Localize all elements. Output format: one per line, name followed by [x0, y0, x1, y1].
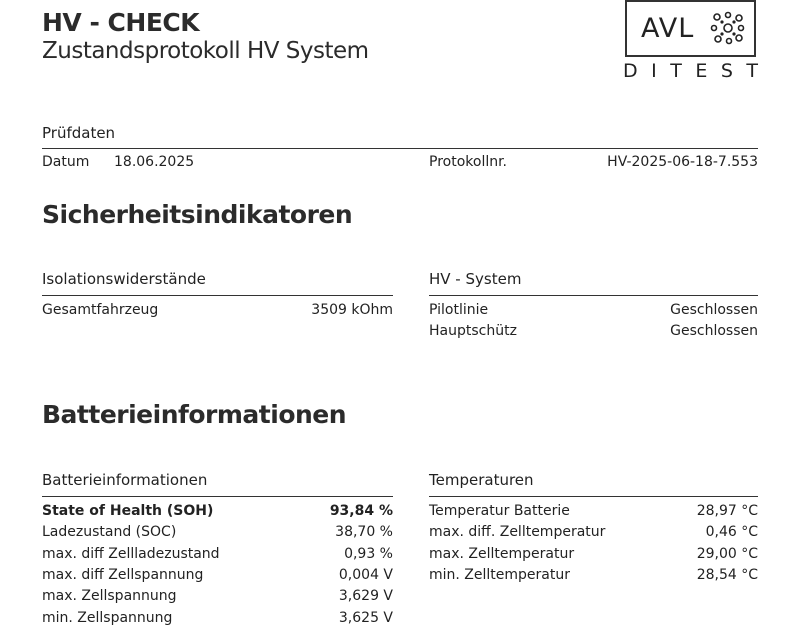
- row-value: Geschlossen: [670, 322, 758, 339]
- document-title: HV - CHECK: [42, 8, 200, 37]
- table-row: [42, 299, 393, 320]
- row-value: 28,97 °C: [696, 502, 758, 519]
- row-value: 0,004 V: [338, 566, 393, 583]
- row-value: 93,84 %: [329, 502, 393, 519]
- table-row: [42, 521, 393, 542]
- table-row: [42, 564, 393, 585]
- isolation-divider: [42, 295, 393, 296]
- table-row: [429, 320, 758, 341]
- temperaturen-heading: Temperaturen: [429, 471, 534, 489]
- table-row: [42, 500, 393, 521]
- row-label: max. diff. Zelltemperatur: [429, 523, 606, 540]
- row-label: Temperatur Batterie: [429, 502, 570, 519]
- hv-system-divider: [429, 295, 758, 296]
- row-label: max. Zelltemperatur: [429, 545, 575, 562]
- table-row: [42, 543, 393, 564]
- hv-system-heading: HV - System: [429, 270, 522, 288]
- batterie-title: Batterieinformationen: [42, 400, 347, 429]
- row-label: min. Zellspannung: [42, 609, 173, 626]
- row-value: 38,70 %: [335, 523, 393, 540]
- row-value: 3,625 V: [338, 609, 393, 626]
- table-row: [429, 500, 758, 521]
- row-label: Ladezustand (SOC): [42, 523, 177, 540]
- row-value: Geschlossen: [670, 301, 758, 318]
- row-value: 29,00 °C: [696, 545, 758, 562]
- row-value: 0,93 %: [344, 545, 393, 562]
- avl-dots-icon: [709, 11, 747, 49]
- row-value: 3509 kOhm: [311, 301, 393, 318]
- protokoll-value: HV-2025-06-18-7.553: [607, 154, 758, 170]
- protokoll-label: Protokollnr.: [429, 154, 508, 170]
- table-row: [429, 543, 758, 564]
- row-label: Hauptschütz: [429, 322, 517, 339]
- batterie-info-heading: Batterieinformationen: [42, 471, 208, 489]
- logo: [625, 0, 756, 57]
- row-value: 3,629 V: [338, 587, 393, 604]
- row-label: Pilotlinie: [429, 301, 489, 318]
- datum-label: Datum: [42, 154, 90, 170]
- document-subtitle: Zustandsprotokoll HV System: [42, 38, 369, 64]
- row-label: State of Health (SOH): [42, 502, 214, 519]
- logo-text: AVL: [641, 13, 695, 44]
- table-row: [429, 521, 758, 542]
- row-value: 28,54 °C: [696, 566, 758, 583]
- logo-subtext: DITEST: [623, 60, 772, 82]
- isolation-heading: Isolationswiderstände: [42, 270, 206, 288]
- pruefdaten-heading: Prüfdaten: [42, 124, 116, 142]
- datum-value: 18.06.2025: [114, 154, 195, 170]
- table-row: [429, 564, 758, 585]
- temperaturen-divider: [429, 496, 758, 497]
- batterie-info-divider: [42, 496, 393, 497]
- row-value: 0,46 °C: [705, 523, 758, 540]
- table-row: [429, 299, 758, 320]
- row-label: max. diff Zellspannung: [42, 566, 204, 583]
- pruefdaten-divider: [42, 148, 758, 149]
- table-row: [42, 607, 393, 628]
- row-label: max. Zellspannung: [42, 587, 177, 604]
- table-row: [42, 585, 393, 606]
- row-label: Gesamtfahrzeug: [42, 301, 159, 318]
- sicherheit-title: Sicherheitsindikatoren: [42, 200, 353, 229]
- row-label: min. Zelltemperatur: [429, 566, 570, 583]
- row-label: max. diff Zellladezustand: [42, 545, 220, 562]
